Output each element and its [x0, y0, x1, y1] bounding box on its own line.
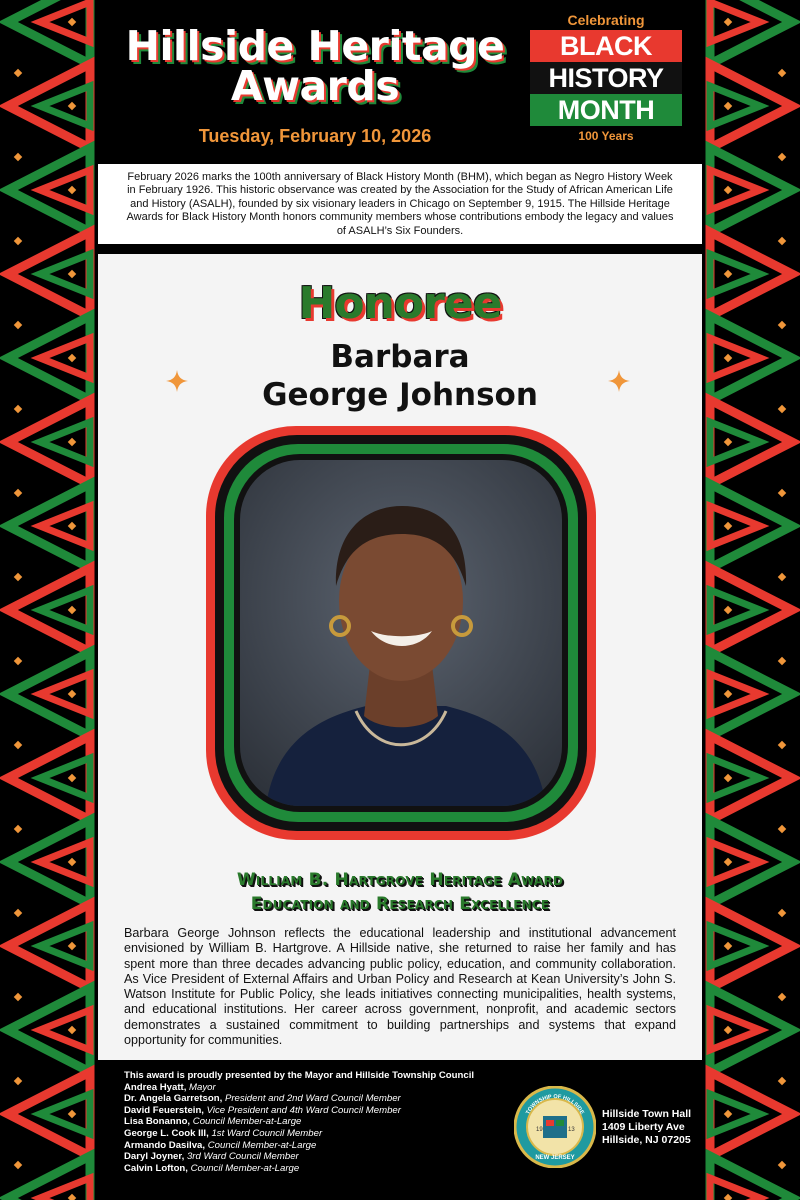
pattern-dot	[724, 522, 732, 530]
portrait-frame	[206, 426, 596, 840]
badge-celebrating: Celebrating	[567, 12, 645, 28]
header	[98, 0, 702, 158]
poster-center	[98, 0, 702, 1200]
council-member	[124, 1116, 524, 1128]
honoree-bio: Barbara George Johnson reflects the educational leadership and institutional advancement envisioned by William B. Hartgrove. A Hillside native, she returned to raise her family and has spent more than three decades advancing public policy, education, and community collaboration. As Vice President of External Affairs and Urban Policy and Research at Kean University’s John S. Watson Institute for Public Policy, she leads initiatives connecting municipalities, health systems, and educational institutions. Her career across government, nonprofit, and academic sectors demonstrates a sustained commitment to building partnerships and systems that expand opportunity for communities.	[124, 926, 676, 1048]
pattern-dot	[778, 405, 786, 413]
award-name: William B. Hartgrove Heritage Award	[236, 870, 564, 890]
pattern-dot	[778, 1077, 786, 1085]
pattern-dot	[14, 489, 22, 497]
council-member-role: Council Member-at-Large	[192, 1116, 302, 1128]
bhm-badge	[530, 12, 682, 143]
pattern-triangle	[40, 1094, 90, 1134]
award-category: Education and Research Excellence	[250, 894, 550, 914]
event-title	[120, 22, 510, 110]
pattern-dot	[778, 153, 786, 161]
pattern-triangle	[40, 926, 90, 966]
pattern-triangle	[40, 86, 90, 126]
council-member-name: Dr. Angela Garretson,	[124, 1093, 223, 1105]
town-hall-address	[602, 1108, 691, 1146]
honoree-heading: Honoree	[298, 278, 502, 329]
council-member-role: President and 2nd Ward Council Member	[224, 1093, 401, 1105]
council-member-role: Council Member-at-Large	[207, 1139, 317, 1151]
township-seal	[514, 1086, 596, 1168]
badge-years: 100 Years	[578, 129, 634, 143]
council-member-name: Armando Dasilva,	[124, 1139, 206, 1151]
pattern-dot	[68, 1110, 76, 1118]
pattern-triangle	[710, 506, 760, 546]
pattern-dot	[68, 102, 76, 110]
pattern-triangle	[40, 170, 90, 210]
honoree-panel	[98, 254, 702, 1060]
pattern-dot	[68, 858, 76, 866]
council-member	[124, 1082, 524, 1094]
council-member-role: Mayor	[189, 1081, 216, 1093]
pattern-dot	[724, 1110, 732, 1118]
council-member-role: 1st Ward Council Member	[211, 1127, 323, 1139]
badge-line-history: HISTORY	[530, 62, 682, 94]
council-member-role: Council Member-at-Large	[190, 1162, 300, 1174]
pattern-triangle	[40, 758, 90, 798]
title-line-2: Awards	[230, 62, 400, 110]
pattern-dot	[68, 18, 76, 26]
svg-text:TOWNSHIP OF HILLSIDE: TOWNSHIP OF HILLSIDE	[525, 1093, 585, 1116]
council-member	[124, 1163, 524, 1175]
triangle-pattern-right	[702, 0, 800, 1200]
council-member	[124, 1128, 524, 1140]
pattern-dot	[724, 102, 732, 110]
event-date: Tuesday, February 10, 2026	[198, 126, 432, 146]
address-line-2: 1409 Liberty Ave	[602, 1120, 685, 1133]
pattern-dot	[68, 186, 76, 194]
council-member-name: Andrea Hyatt,	[124, 1081, 187, 1093]
pattern-dot	[724, 354, 732, 362]
address-line-3: Hillside, NJ 07205	[602, 1133, 691, 1146]
pattern-dot	[14, 321, 22, 329]
pattern-triangle	[710, 338, 760, 378]
pattern-dot	[68, 606, 76, 614]
pattern-dot	[14, 1161, 22, 1169]
footer	[98, 1068, 702, 1200]
pattern-dot	[724, 270, 732, 278]
pattern-triangle	[710, 758, 760, 798]
pattern-dot	[724, 942, 732, 950]
pattern-dot	[778, 993, 786, 1001]
pattern-triangle	[710, 590, 760, 630]
pattern-triangle	[710, 1010, 760, 1050]
council-member-name: George L. Cook III,	[124, 1127, 209, 1139]
pattern-dot	[68, 438, 76, 446]
council-member-name: Calvin Lofton,	[124, 1162, 188, 1174]
pattern-dot	[68, 1194, 76, 1200]
badge-line-month: MONTH	[530, 94, 682, 126]
pattern-dot	[68, 774, 76, 782]
pattern-dot	[778, 1161, 786, 1169]
pattern-dot	[778, 741, 786, 749]
council-member	[124, 1093, 524, 1105]
pattern-dot	[724, 1026, 732, 1034]
council-members	[124, 1082, 524, 1175]
pattern-dot	[14, 153, 22, 161]
pattern-dot	[68, 270, 76, 278]
title-line-1: Hillside Heritage	[125, 22, 505, 70]
svg-text:19: 19	[536, 1127, 543, 1133]
pattern-triangle	[710, 1094, 760, 1134]
pattern-dot	[724, 690, 732, 698]
council-member	[124, 1151, 524, 1163]
pattern-triangle	[40, 590, 90, 630]
left-pattern-border	[0, 0, 98, 1200]
council-member-role: Vice President and 4th Ward Council Member	[206, 1104, 401, 1116]
council-member-name: Daryl Joyner,	[124, 1151, 185, 1163]
council-member-role: 3rd Ward Council Member	[186, 1151, 299, 1163]
pattern-dot	[68, 1026, 76, 1034]
honoree-name-line-2: George Johnson	[262, 377, 538, 413]
council-member	[124, 1140, 524, 1152]
pattern-triangle	[40, 674, 90, 714]
pattern-dot	[778, 321, 786, 329]
pattern-dot	[724, 438, 732, 446]
pattern-triangle	[710, 842, 760, 882]
pattern-triangle	[710, 422, 760, 462]
pattern-triangle	[40, 1010, 90, 1050]
pattern-triangle	[40, 338, 90, 378]
pattern-dot	[724, 774, 732, 782]
pattern-dot	[724, 606, 732, 614]
pattern-dot	[14, 237, 22, 245]
pattern-dot	[14, 993, 22, 1001]
pattern-dot	[778, 69, 786, 77]
pattern-dot	[14, 573, 22, 581]
svg-text:13: 13	[568, 1127, 575, 1133]
address-line-1: Hillside Town Hall	[602, 1108, 692, 1120]
pattern-dot	[724, 858, 732, 866]
pattern-dot	[778, 573, 786, 581]
pattern-dot	[14, 909, 22, 917]
intro-paragraph: February 2026 marks the 100th anniversary of Black History Month (BHM), which began as Negro History Week in February 1926. This historic observance was created by the Association for the Study of African American Life and History (ASALH), founded by six visionary leaders in Chicago on September 9, 1915. The Hillside Heritage Awards for Black History Month honors community members whose contributions embody the legacy and values of ASALH’s Six Founders.	[98, 164, 702, 244]
pattern-dot	[724, 1194, 732, 1200]
pattern-dot	[14, 825, 22, 833]
pattern-dot	[778, 657, 786, 665]
triangle-pattern-left	[0, 0, 98, 1200]
council-list	[124, 1070, 524, 1174]
pattern-dot	[68, 354, 76, 362]
council-member	[124, 1105, 524, 1117]
pattern-dot	[14, 69, 22, 77]
award-title	[98, 868, 702, 916]
pattern-triangle	[40, 506, 90, 546]
pattern-dot	[14, 1077, 22, 1085]
sparkle-icon	[608, 370, 630, 392]
pattern-dot	[14, 741, 22, 749]
badge-line-black: BLACK	[530, 30, 682, 62]
pattern-triangle	[40, 2, 90, 42]
pattern-triangle	[710, 170, 760, 210]
pattern-triangle	[40, 254, 90, 294]
pattern-dot	[778, 489, 786, 497]
svg-text:NEW JERSEY: NEW JERSEY	[535, 1155, 575, 1161]
pattern-dot	[724, 186, 732, 194]
council-member-name: David Feuerstein,	[124, 1104, 204, 1116]
honoree-name-line-1: Barbara	[330, 339, 470, 375]
pattern-triangle	[710, 674, 760, 714]
pattern-triangle	[710, 2, 760, 42]
pattern-dot	[68, 522, 76, 530]
pattern-dot	[778, 825, 786, 833]
honoree-portrait	[206, 426, 596, 840]
pattern-triangle	[40, 842, 90, 882]
council-lead: This award is proudly presented by the Mayor and Hillside Township Council	[124, 1070, 475, 1081]
pattern-dot	[724, 18, 732, 26]
pattern-triangle	[710, 254, 760, 294]
pattern-dot	[778, 909, 786, 917]
pattern-dot	[14, 405, 22, 413]
pattern-dot	[68, 942, 76, 950]
sparkle-icon	[166, 370, 188, 392]
pattern-dot	[68, 690, 76, 698]
pattern-dot	[778, 237, 786, 245]
pattern-triangle	[710, 926, 760, 966]
pattern-triangle	[710, 86, 760, 126]
council-member-name: Lisa Bonanno,	[124, 1116, 191, 1128]
right-pattern-border	[702, 0, 800, 1200]
pattern-triangle	[40, 422, 90, 462]
pattern-dot	[14, 657, 22, 665]
